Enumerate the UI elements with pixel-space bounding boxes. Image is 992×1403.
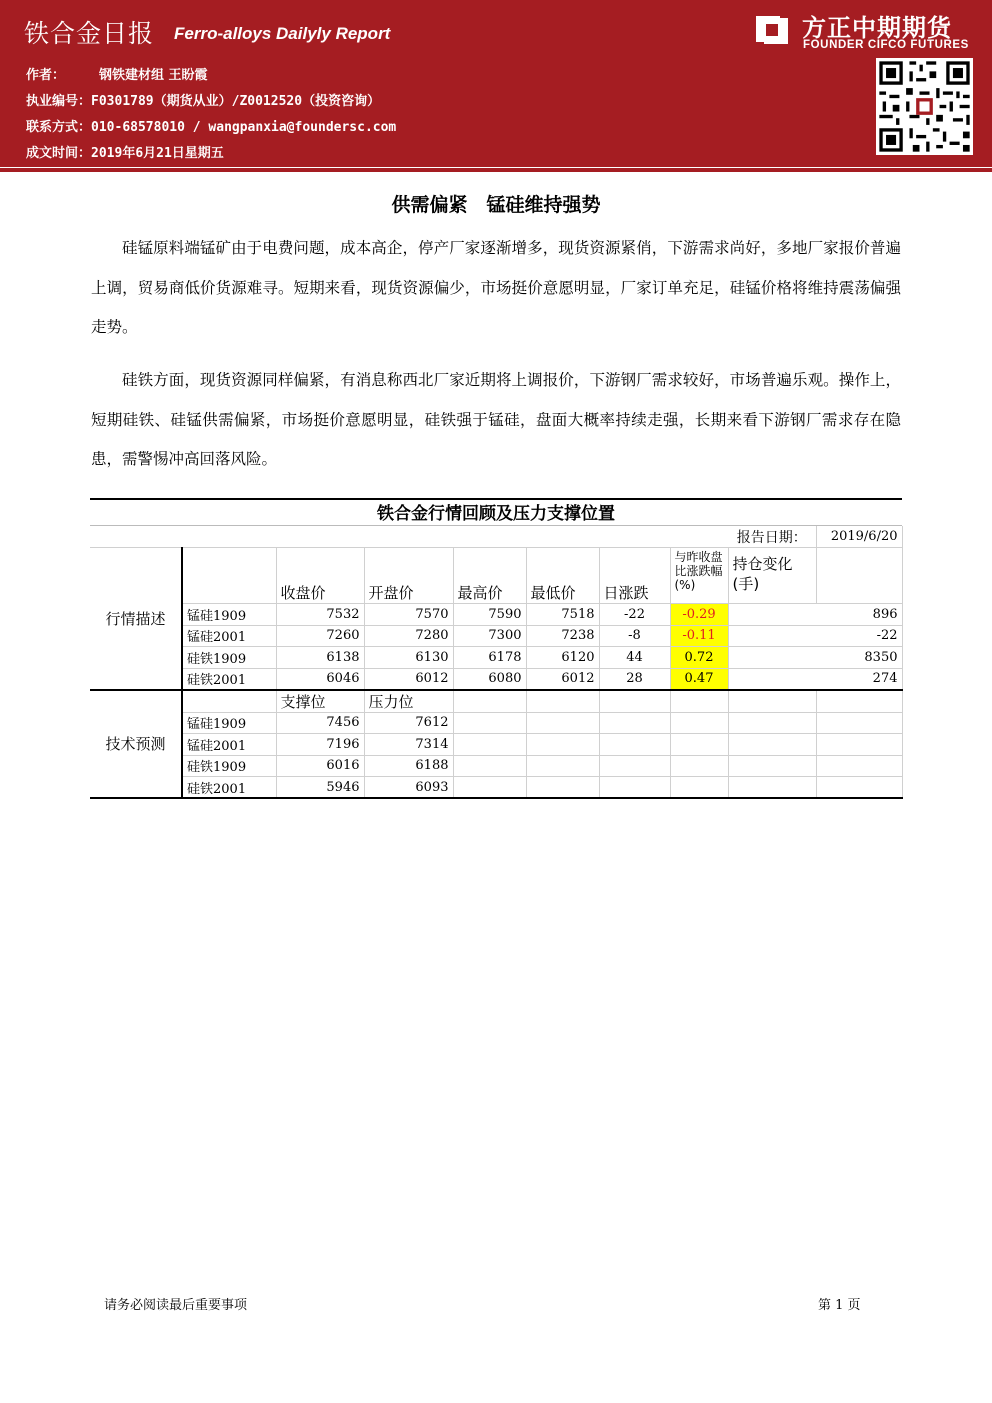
header-open: 开盘价 [364,548,453,604]
daily-change: 44 [599,647,670,669]
date-line [26,142,224,161]
pressure-level: 7612 [364,712,453,734]
date-value: 2019年6月21日星期五 [91,146,224,161]
contact-value: 010-68578010 / wangpanxia@foundersc.com [91,120,397,135]
contact-label: 联系方式： [26,120,92,135]
contract-name: 锰硅1909 [182,712,276,734]
tech-row [90,712,902,734]
pressure-level: 6093 [364,777,453,799]
high-price: 6080 [453,668,526,690]
oi-change: 274 [728,668,902,690]
daily-change: 28 [599,668,670,690]
oi-change: 8350 [728,647,902,669]
market-row [90,647,902,669]
open-price: 7570 [364,604,453,626]
support-level: 6016 [276,755,364,777]
author-line [26,64,208,83]
contract-name: 锰硅1909 [182,604,276,626]
market-row [90,604,902,626]
page-number: 第 1 页 [818,1298,861,1313]
header-low: 最低价 [526,548,599,604]
market-summary-table [90,498,902,799]
report-title-cn: 铁合金日报 [24,19,155,48]
article-paragraph-2: 硅铁方面，现货资源同样偏紧，有消息称西北厂家近期将上调报价，下游钢厂需求较好，市场普遍乐观。操作上，短期硅铁、硅锰供需偏紧，市场挺价意愿明显，硅铁强于锰硅，盘面大概率持续走强，长期来看下游钢厂需求存在隐患，需警惕冲高回落风险。 [91,371,901,468]
pressure-level: 6188 [364,755,453,777]
close-price: 7260 [276,625,364,647]
contract-name: 硅铁1909 [182,647,276,669]
logo-name-cn: 方正中期期货 [802,14,952,42]
qr-code-icon[interactable] [876,58,973,155]
market-section-label: 行情描述 [90,548,182,690]
oi-change: -22 [728,625,902,647]
daily-change: -22 [599,604,670,626]
open-price: 6130 [364,647,453,669]
close-price: 6138 [276,647,364,669]
company-logo [752,8,978,54]
article-paragraph-1: 硅锰原料端锰矿由于电费问题，成本高企，停产厂家逐渐增多，现货资源紧俏，下游需求尚好，多地厂家报价普遍上调，贸易商低价货源难寻。短期来看，现货资源偏少，市场挺价意愿明显，厂家订单充足，硅锰价格将维持震荡偏强走势。 [91,239,901,336]
header-high: 最高价 [453,548,526,604]
tech-header-row [90,690,902,713]
pct-change: 0.47 [670,668,728,690]
author-value: 钢铁建材组 王盼霞 [99,68,208,83]
footer-notice: 请务必阅读最后重要事项 [104,1298,248,1313]
tech-row [90,734,902,756]
low-price: 6012 [526,668,599,690]
license-value: F0301789（期货从业）/Z0012520（投资咨询） [91,94,381,109]
support-level: 5946 [276,777,364,799]
daily-change: -8 [599,625,670,647]
header-pct-change: 与昨收盘比涨跌幅(%) [670,548,728,604]
tech-row [90,777,902,799]
header-oi-change: 持仓变化(手) [728,548,816,604]
logo-mark-icon [752,10,792,50]
high-price: 7300 [453,625,526,647]
contact-line [26,116,396,135]
pct-change: 0.72 [670,647,728,669]
low-price: 7238 [526,625,599,647]
pressure-level: 7314 [364,734,453,756]
market-table-grid [90,526,903,799]
header-support: 支撑位 [276,690,364,713]
close-price: 7532 [276,604,364,626]
header-change: 日涨跌 [599,548,670,604]
report-date-row [90,526,902,548]
open-price: 6012 [364,668,453,690]
report-title-en: Ferro-alloys Dailyly Report [174,24,391,43]
contract-name: 硅铁2001 [182,668,276,690]
pct-change: -0.29 [670,604,728,626]
tech-section-label: 技术预测 [90,690,182,799]
pct-change: -0.11 [670,625,728,647]
market-row [90,625,902,647]
contract-name: 锰硅2001 [182,734,276,756]
low-price: 6120 [526,647,599,669]
tech-row [90,755,902,777]
open-price: 7280 [364,625,453,647]
header-divider [0,165,992,172]
contract-name: 锰硅2001 [182,625,276,647]
license-label: 执业编号： [26,94,92,109]
low-price: 7518 [526,604,599,626]
author-label: 作者： [26,68,66,83]
market-row [90,668,902,690]
report-date-label: 报告日期： [728,526,816,548]
license-line [26,90,380,109]
article-headline: 供需偏紧 锰硅维持强势 [391,194,601,216]
contract-name: 硅铁1909 [182,755,276,777]
oi-change: 896 [728,604,902,626]
report-date-value: 2019/6/20 [816,526,902,548]
close-price: 6046 [276,668,364,690]
logo-name-en: FOUNDER CIFCO FUTURES [803,39,969,51]
high-price: 6178 [453,647,526,669]
table-title: 铁合金行情回顾及压力支撑位置 [90,498,902,526]
header-pressure: 压力位 [364,690,453,713]
support-level: 7196 [276,734,364,756]
header-close: 收盘价 [276,548,364,604]
market-header-row [90,548,902,604]
contract-name: 硅铁2001 [182,777,276,799]
report-header [0,0,992,165]
date-label: 成文时间： [26,146,92,161]
support-level: 7456 [276,712,364,734]
high-price: 7590 [453,604,526,626]
